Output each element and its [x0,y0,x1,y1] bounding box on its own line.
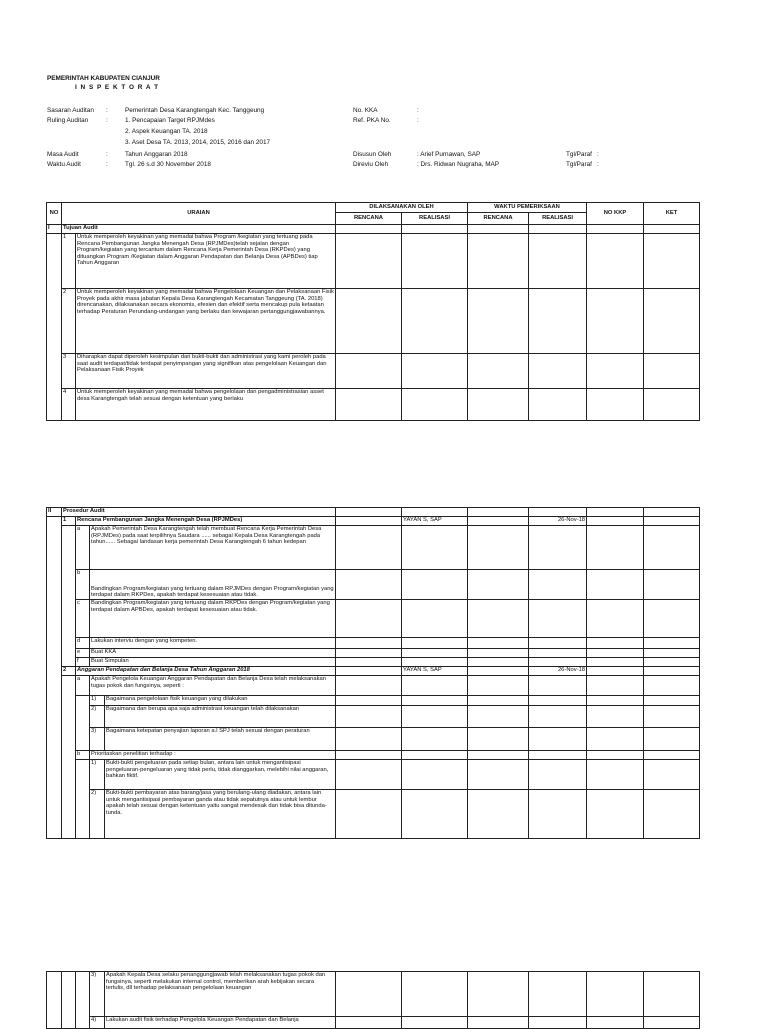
table-row [47,354,700,389]
item-number: 1) [90,760,105,790]
col-no: NO [47,203,62,225]
item-number: 3) [90,972,105,1017]
item-letter: d [76,638,90,649]
table-row [47,706,700,728]
item-text: Bukti-bukti pengeluaran pada setiap bulan, antara lain untuk mengantisipasi pengeluaran-pengeluaran yang tidak perlu, tidak dianggarkan, melebihi nilai anggaran, bahkan fiktif. [105,760,336,790]
table-row [47,649,700,658]
item-text: Lakukan interviu dengan yang kompeten. [90,638,336,649]
ruling-item: 3. Aset Desa TA. 2013, 2014, 2015, 2016 dan 2017 [125,139,271,146]
table-row [47,600,700,638]
section-roman: I [47,225,62,234]
direviu-value: : Drs. Ridwan Nugraha, MAP [417,161,500,168]
item-number: 3) [90,728,105,751]
col-realisasi: REALISASI [402,213,468,225]
ruling-label: Ruling Auditan [47,117,89,124]
subsection-title: Rencana Pembangunan Jangka Menengah Desa (RPJMDes) [76,517,336,526]
colon: : [597,161,599,168]
col-realisasi: REALISASI [529,213,587,225]
table-row [47,667,700,676]
item-letter: b [76,570,90,600]
col-waktu: WAKTU PEMERIKSAAN [468,203,587,213]
nokka-label: No. KKA [353,107,378,114]
dept-title: I N S P E K T O R A T [75,84,159,91]
waktu-label: Waktu Audit [47,161,81,168]
table-row [47,676,700,696]
colon: : [106,151,108,158]
section-roman: II [47,508,62,517]
table-row [47,234,700,289]
item-text: Bukti-bukti pembayaran atas barang/jasa yang berulang-ulang diadakan, antara lain untuk mengantisipasi pembayaran ganda atau tidak sepatutnya atau untuk lembur apakah telah sesuai dengan ketentuan yaitu sangat mendesak dan tidak bisa ditunda-tunda. [105,790,336,839]
item-text: Bandingkan Program/kegiatan yang tertuang dalam RPJMDes dengan Program/kegiatan yang terdapat dalam RKPDes, apakah terdapat kesesuaian atau tidak. [90,570,336,600]
col-ket: KET [644,203,700,225]
table-row [47,289,700,354]
item-number: 1) [90,696,105,706]
table-row [47,751,700,760]
colon: : [106,117,108,124]
section-title: Prosedur Audit [62,508,336,517]
waktu-value: Tgl. 26 s.d 30 November 2018 [125,161,211,168]
tujuan-items-table [46,233,700,421]
item-number: 2) [90,706,105,728]
table-row [47,658,700,667]
org-title: PEMERINTAH KABUPATEN CIANJUR [47,75,160,82]
item-no: 4 [62,389,76,421]
table-row [47,1017,700,1029]
item-text: Bagaimana dan berupa apa saja administrasi keuangan telah dilaksanakan [105,706,336,728]
item-letter: a [76,526,90,570]
table-row [47,728,700,751]
item-no: 3 [62,354,76,389]
item-text: Apakah Pengelola Keuangan Anggaran Pendapatan dan Belanja Desa telah melaksanakan tugas pokok dan fungsinya, seperti : [90,676,336,696]
item-text: Diharapkan dapat diperoleh kesimpulan dari bukti-bukti dan administrasi yang kami peroleh pada saat audit terdapat/tidak terdapat penyimpangan yang signifikan atas pengelolaan Keuangan dan Pelaksanaan Fisik Proyek [76,354,336,389]
col-dilaksanakan: DILAKSANAKAN OLEH [336,203,468,213]
tujuan-audit-table [46,202,700,234]
disusun-value: : Arief Purnawan, SAP [417,151,481,158]
col-nokkp: NO KKP [587,203,644,225]
item-text: Untuk memperoleh keyakinan yang memadai bahwa Program /kegiatan yang tertuang pada Rencana Pembangunan Jangka Menengah Desa (RPJMDes)telah sejalan dengan Program/kegiatan yang tercantum dalam Rencana Kerja Pemerintah Desa (RKPDes) yang dituangkan Program /Kegiatan dalam Anggaran Pendapatan dan Belanja Desa (APBDes) tiap Tahun Anggaran [76,234,336,289]
item-letter: b [76,751,90,760]
item-text: Bagaimana ketepatan penyajian laporan a.l SPJ telah sesuai dengan peraturan [105,728,336,751]
table-row [47,696,700,706]
col-rencana: RENCANA [468,213,529,225]
realisasi-date: 26-Nov-18 [529,667,587,676]
item-text: Lakukan audit fisik terhadap Pengelola Keuangan Pendapatan dan Belanja [105,1017,336,1029]
table-row [47,760,700,790]
table-row [47,508,700,517]
sasaran-label: Sasaran Auditan [47,107,94,114]
item-text: Bandingkan Program/kegiatan yang tertuang dalam RKPDes dengan Program/kegiatan yang terdapat dalam APBDes, apakah terdapat kesesuaian atau tidak. [90,600,336,638]
item-letter: a [76,676,90,696]
realisasi-date: 26-Nov-18 [529,517,587,526]
tgl-paraf-label: Tgl/Paraf [566,151,592,158]
item-text: Buat Simpulan [90,658,336,667]
table-row [47,570,700,600]
item-text: Bagaimana pengelolaan fisik keuangan yang dilakukan [105,696,336,706]
colon: : [597,151,599,158]
table-row [47,389,700,421]
sasaran-value: Pemerintah Desa Karangtengah Kec. Tanggeung [125,107,265,114]
executed-by: YAYAN S, SAP [402,667,468,676]
prosedur-continuation-table [46,971,700,1029]
item-number: 4) [90,1017,105,1029]
col-uraian: URAIAN [62,203,336,225]
item-letter: e [76,649,90,658]
executed-by: YAYAN S, SAP [402,517,468,526]
item-no: 2 [62,289,76,354]
masa-value: Tahun Anggaran 2018 [125,151,188,158]
ruling-item: 2. Aspek Keuangan TA. 2018 [125,128,208,135]
col-rencana: RENCANA [336,213,402,225]
section-title: Tujuan Audit [62,225,336,234]
item-text: Untuk memperoleh keyakinan yang memadai bahwa Pengelolaan Keuangan dan Pelaksanaan Fisik Proyek pada akhir masa jabatan Kepala Desa Karangtengah Kecamatan Tanggeung (TA. 2018) direncanakan, dilaksanakan secara ekonomis, efesien dan efektif serta mencakup pula ketaatan terhadap Peraturan Perundang-undangan yang berlaku dan kewajaran pertanggungjawabannya. [76,289,336,354]
item-text: Buat KKA [90,649,336,658]
ruling-item: 1. Pencapaian Target RPJMdes [125,117,215,124]
item-letter: c [76,600,90,638]
colon: : [417,117,419,124]
colon: : [417,107,419,114]
masa-label: Masa Audit [47,151,79,158]
tgl-paraf-label: Tgl/Paraf [566,161,592,168]
prosedur-audit-table [46,507,700,839]
item-text: Prioritaskan penelitian terhadap : [90,751,336,760]
item-text: Apakah Kepala Desa selaku penanggungjawab telah melaksanakan tugas pokok dan fungsinya, seperti melakukan internal control, memberikan arah kebijakan secara tertulis, dll terhadap pelaksanaan pengelolaan keuangan [105,972,336,1017]
table-row [47,517,700,526]
item-letter: f [76,658,90,667]
item-no: 1 [62,517,76,526]
item-text: Apakah Pemerintah Desa Karangtengah telah membuat Rencana Kerja Pemerintah Desa (RPJMDes) pada saat terpilihnya Saudara ...... sebagai Kepala Desa Karangtengah pada tahun...... Sebagai landasan kerja pemerintah Desa Karangtengah 6 tahun kedepan [90,526,336,570]
direviu-label: Direviu Oleh [353,161,389,168]
subsection-title: Anggaran Pendapatan dan Belanja Desa Tahun Anggaran 2018 [76,667,336,676]
disusun-label: Disusun Oleh [353,151,392,158]
table-row [47,638,700,649]
refpka-label: Ref. PKA No. [353,117,391,124]
item-no: 1 [62,234,76,289]
item-text: Untuk memperoleh keyakinan yang memadai bahwa pengelolaan dan pengadministrasian asset desa Karangtengah telah sesuai dengan ketentuan yang berlaku [76,389,336,421]
item-no: 2 [62,667,76,676]
table-row [47,972,700,1017]
table-row [47,526,700,570]
table-row [47,790,700,839]
item-number: 2) [90,790,105,839]
colon: : [106,161,108,168]
colon: : [106,107,108,114]
